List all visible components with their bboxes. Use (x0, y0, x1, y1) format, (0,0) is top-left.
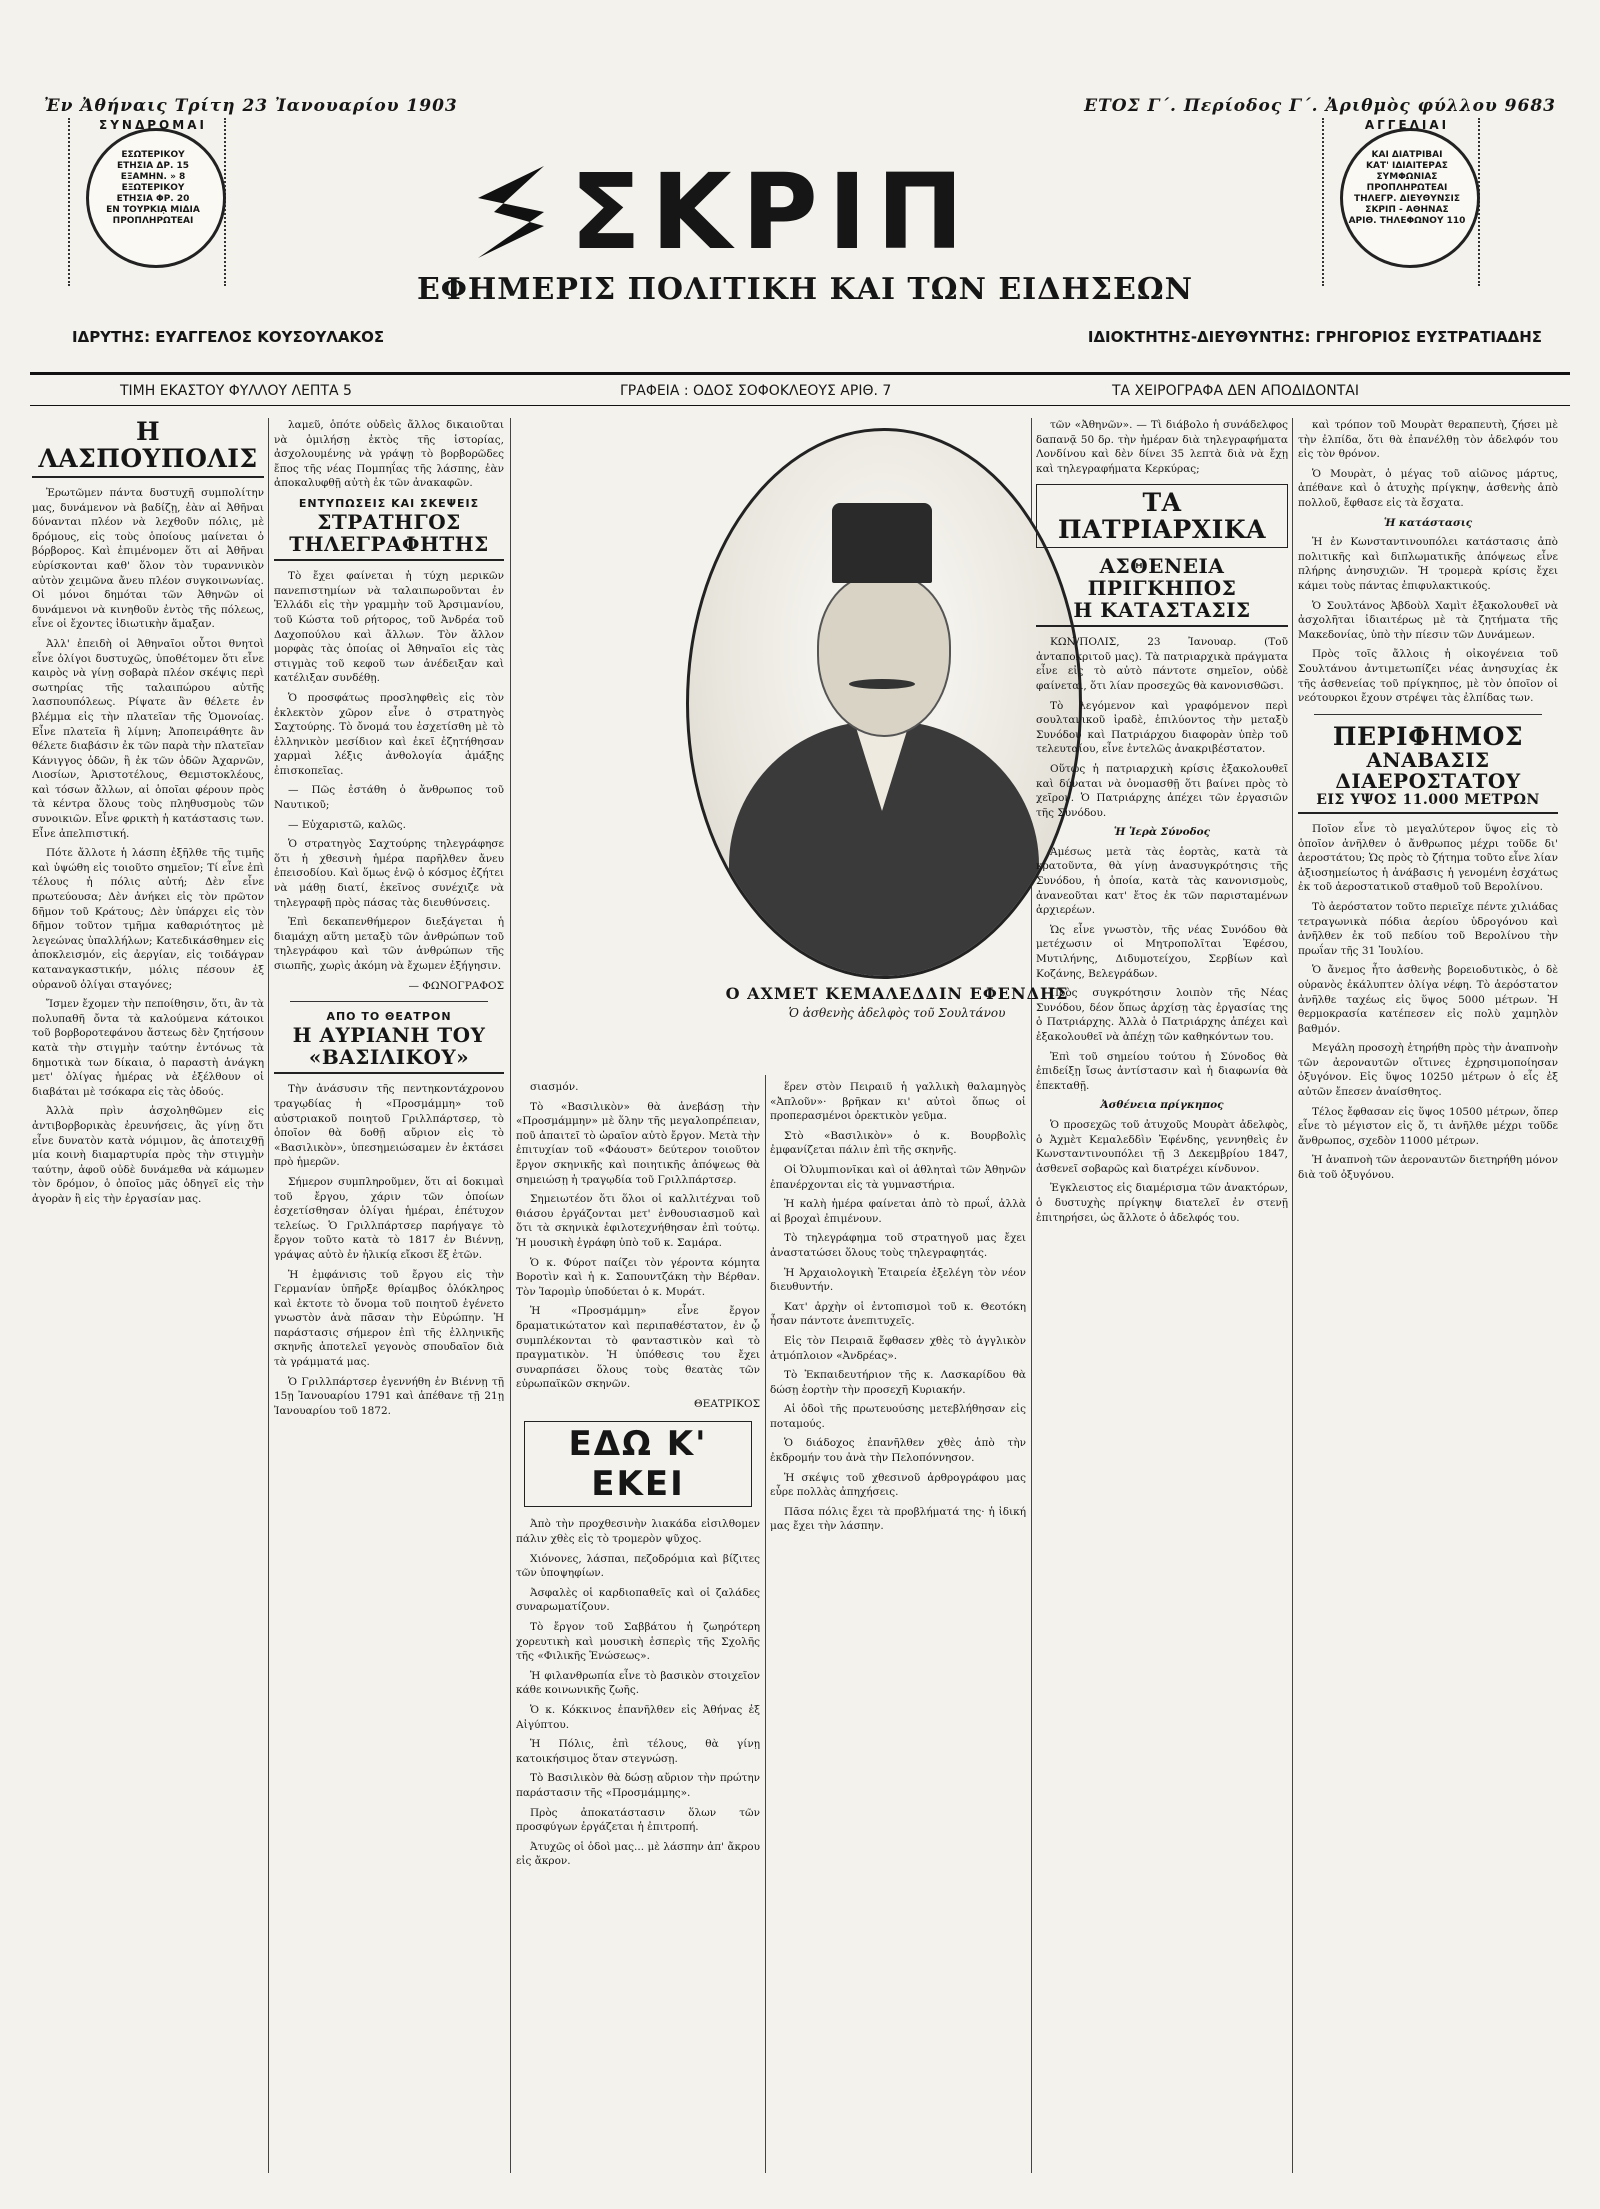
portrait-subcaption: Ὁ ἀσθενὴς ἀδελφὸς τοῦ Σουλτάνου (788, 1006, 1006, 1020)
portrait-moustache (849, 679, 915, 689)
article-title: ΠΕΡΙΦΗΜΟΣ (1332, 721, 1524, 751)
paragraph: σιασμόν. (530, 1081, 579, 1093)
ads-line: ΣΚΡΙΠ - ΑΘΗΝΑΣ (1365, 205, 1449, 215)
article-subtitle: ΑΣΘΕΝΕΙΑ ΠΡΙΓΚΗΠΟΣ (1087, 554, 1237, 600)
ornament-right (224, 118, 238, 286)
paragraph: Ὁ κ. Κόκκινος ἐπανῆλθεν εἰς Ἀθήνας ἐξ Αἰγύπτου. (516, 1704, 760, 1731)
paragraph: Ἀτυχῶς οἱ ὁδοὶ μας... μὲ λάσπην ἀπ' ἄκρου εἰς ἄκρον. (516, 1840, 760, 1868)
paragraph: Ὁ στρατηγὸς Σαχτούρης τηλεγράφησε ὅτι ἡ χθεσινὴ ἡμέρα παρῆλθεν ἄνευ ἐπεισοδίου. Καὶ ὅμως ἐνῷ ὁ κόσμος ἐζήτει νὰ μάθῃ διατί, ἐκεῖνος συνέχιζε νὰ τηλεγραφῇ πρὸς πάσας τὰς διευθύνσεις. (274, 838, 504, 909)
byline: ΘΕΑΤΡΙΚΟΣ (694, 1397, 760, 1410)
paragraph: Ἀσφαλὲς οἱ καρδιοπαθεῖς καὶ οἱ ζαλάδες συναρωματίζουν. (516, 1586, 760, 1614)
column-impressions (274, 418, 504, 2179)
article-body (516, 1517, 760, 1868)
paragraph: Τὸ «Βασιλικὸν» θὰ ἀνεβάσῃ τὴν «Προσμάμμην» μὲ ὅλην τῆς μεγαλοπρέπειαν, ποῦ ἀπαιτεῖ τὸ ὡραῖον αὐτὸ ἔργον. Μετὰ τὴν ἐπιτυχίαν τοῦ «Φάουστ» δεύτερον τοιοῦτον ἔργον σκηνικῆς καὶ ποιητικῆς ἀπόψεως θὰ σημειώσῃ ἡ τραγῳδία τοῦ Γριλλπάρτσερ. (516, 1100, 760, 1186)
paragraph: Ἡ Ἀρχαιολογικὴ Ἑταιρεία ἐξελέγη τὸν νέον διευθυντήν. (770, 1266, 1026, 1294)
issue-number: ΕΤΟΣ Γ΄. Περίοδος Γ΄. Ἀριθμὸς φύλλου 9683 (1084, 96, 1556, 116)
column-rule (510, 418, 511, 2173)
column-theatre-continued (516, 1080, 760, 2179)
divider (1314, 714, 1542, 715)
paragraph: Ἐπὶ τοῦ σημείου τούτου ἡ Σύνοδος θὰ ἐπιδείξῃ ἴσως ἀντίστασιν καὶ ἡ διαφωνία θὰ ἐπεκταθῇ. (1036, 1050, 1288, 1092)
paragraph: Ἐπὶ δεκαπενθήμερον διεξάγεται ἡ διαμάχη αὕτη μεταξὺ τῶν ἀνθρώπων τοῦ τηλεγράφου καὶ τῶν ἀνθρώπων τῆς σιωπῆς, χωρὶς ἀκόμη νὰ ἔχωμεν ἐξήγησιν. (274, 916, 504, 972)
paragraph: Ἡ ἐμφάνισις τοῦ ἔργου εἰς τὴν Γερμανίαν ὑπῆρξε θρίαμβος ὁλόκληρος καὶ ἐκτοτε τὸ ὄνομα τοῦ ποιητοῦ ἐγένετο γνωστὸν ἀνὰ πᾶσαν τὴν Εὐρώπην. Ἡ παράστασις σήμερον ἐπὶ τῆς ἑλληνικῆς σκηνῆς ἀποτελεῖ γεγονὸς σπουδαῖον διὰ τὰ γράμματά μας. (274, 1268, 504, 1369)
article-body (274, 1082, 504, 1418)
column-patriarchate (1036, 418, 1288, 2179)
paragraph: Ἡ φιλανθρωπία εἶνε τὸ βασικὸν στοιχεῖον κάθε κοινωνικῆς ζωῆς. (516, 1669, 760, 1697)
paragraph: Αἱ ὁδοὶ τῆς πρωτευούσης μετεβλήθησαν εἰς ποταμούς. (770, 1403, 1026, 1430)
paragraph: Ἡ Πόλις, ἐπὶ τέλους, θὰ γίνῃ κατοικήσιμος ὅταν στεγνώσῃ. (516, 1738, 760, 1765)
article-body (516, 1080, 760, 1411)
subs-line: ΕΝ ΤΟΥΡΚΙᾼ ΜΙΔΙΑ (106, 205, 200, 215)
subs-line: ΕΞΩΤΕΡΙΚΟΥ (121, 183, 185, 193)
owner-line: ΙΔΙΟΚΤΗΤΗΣ-ΔΙΕΥΘΥΝΤΗΣ: ΓΡΗΓΟΡΙΟΣ ΕΥΣΤΡΑΤΙΑΔΗΣ (1087, 328, 1542, 346)
paragraph: Τὸ τηλεγράφημα τοῦ στρατηγοῦ μας ἔχει ἀναστατώσει ὅλους τοὺς τηλεγραφητάς. (770, 1232, 1026, 1259)
paragraph: Ὁ διάδοχος ἐπανῆλθεν χθὲς ἀπὸ τὴν ἐκδρομήν του ἀνὰ τὴν Πελοπόννησον. (770, 1437, 1026, 1465)
paragraph: Ἡ καλὴ ἡμέρα φαίνεται ἀπὸ τὸ πρωΐ, ἀλλὰ αἱ βροχαὶ ἐπιμένουν. (770, 1198, 1026, 1225)
founder-line: ΙΔΡΥΤΗΣ: ΕΥΑΓΓΕΛΟΣ ΚΟΥΣΟΥΛΑΚΟΣ (72, 328, 385, 346)
ads-line: ΠΡΟΠΛΗΡΩΤΕΑΙ (1366, 183, 1448, 193)
section-title-here-and-there: ΕΔΩ Κ' ΕΚΕΙ (524, 1421, 752, 1507)
paragraph: ΚΩΝ/ΠΟΛΙΣ, 23 Ἰανουαρ. (Τοῦ ἀνταποκριτοῦ μας). Τὰ πατριαρχικὰ πράγματα εἶνε εἰς τὸ αὐτὸ πάντοτε σημεῖον, οὐδὲ φαίνεται, ὅτι λίαν προσεχῶς θὰ κανονισθῶσι. (1036, 636, 1288, 692)
subheading: Ἡ Ἱερὰ Σύνοδος (1113, 826, 1211, 839)
ads-line: ΤΗΛΕΓΡ. ΔΙΕΥΘΥΝΣΙΣ (1354, 194, 1460, 204)
article-body (1298, 418, 1558, 706)
paragraph: Ἀμέσως μετὰ τὰς ἑορτὰς, κατὰ τὰ κρατοῦντα, θὰ γίνῃ ἀνασυγκρότησις τῆς Συνόδου, ἡ ὁποία, κατὰ τὰς κανονισμοὺς, ἀνανεοῦται κατ' ἔτος ἐκ τῶν παρισταμένων ἀρχιερέων. (1036, 845, 1288, 917)
manuscripts-notice: ΤΑ ΧΕΙΡΟΓΡΑΦΑ ΔΕΝ ΑΠΟΔΙΔΟΝΤΑΙ (1112, 383, 1359, 399)
subs-line: ΕΣΩΤΕΡΙΚΟΥ (121, 150, 185, 160)
article-subtitle: ΑΝΑΒΑΣΙΣ ΔΙΑΕΡΟΣΤΑΤΟΥ (1335, 747, 1521, 794)
subs-line: ΕΤΗΣΙΑ ΦΡ. 20 (116, 194, 190, 204)
paragraph: Ὁ Γριλλπάρτσερ ἐγεννήθη ἐν Βιέννῃ τῇ 15ῃ Ἰανουαρίου 1791 καὶ ἀπέθανε τῇ 21ῃ Ἰανουαρίου τοῦ 1872. (274, 1375, 504, 1417)
paragraph: Κατ' ἀρχὴν οἱ ἐντοπισμοὶ τοῦ κ. Θεοτόκη ἦσαν πάντοτε ἀνεπιτυχεῖς. (770, 1300, 1026, 1328)
paragraph: Ἀπὸ τὴν προχθεσινὴν λιακάδα εἰσιλθομεν πάλιν χθὲς εἰς τὸ τρομερὸν ψῦχος. (516, 1518, 760, 1546)
column-lead-article (32, 418, 264, 2179)
paragraph: Χιόνονες, λάσπαι, πεζοδρόμια καὶ βίζιτες τῶν ὑποψηφίων. (516, 1552, 760, 1580)
paragraph: καὶ τρόπον τοῦ Μουρὰτ θεραπευτὴ, ζήσει μὲ τὴν ἐλπίδα, ὅτι θὰ ἐπανέλθῃ τὸν ἀδελφόν του εἰς τὸν θρόνον. (1298, 419, 1558, 461)
article-title: ΤΑ ΠΑΤΡΙΑΡΧΙΚΑ (1036, 484, 1288, 548)
paragraph: Τὸ ἔχει φαίνεται ἡ τύχη μερικῶν πανεπιστημίων νὰ ταλαιπωροῦνται ἐν Ἑλλάδι εἰς τὴν γραμμὴν τοῦ Ἀρσιμανίου, τοῦ Κώστα τοῦ ρήτορος, τοῦ Ἀνδρέα τοῦ Δαχοπούλου καὶ ἄλλων. Τὸν ἄλλον μορφὰς τὰς ὁποίας οἱ Ἀθηναῖοι εἰς τὰς στιγμὰς τοῦ κεφοῦ των ἀνέδειξαν καὶ κατέλιξαν συνδέθῃ. (274, 570, 504, 685)
paragraph: Εἰς τὸν Πειραιᾶ ἔφθασεν χθὲς τὸ ἀγγλικὸν ἀτμόπλοιον «Ἀνδρέας». (770, 1334, 1026, 1362)
paragraph: Ἴσμεν ἔχομεν τὴν πεποίθησιν, ὅτι, ἂν τὰ πολυπαθῆ ὄντα τὰ καλούμενα κάτοικοι τοῦ βορβοροτεφάνου ἄστεως δὲν ζητήσουν κατὰ τὴν στιγμὴν ταύτην ἐντόνως τὰ δημοτικὰ των δίκαια, ὁ παραστὴ ἀνάγκη μετ' ὀλίγας ἡμέρας νὰ ἐξέλθουν οἱ διαβάται μὲ τσόκαρα εἰς τὰς ὁδούς. (32, 998, 264, 1098)
paragraph: λαμεῦ, ὁπότε οὐδεὶς ἄλλος δικαιοῦται νὰ ὁμιλήσῃ ἐκτὸς τῆς ἱστορίας, ἀσχολουμένης νὰ γράψῃ τὸ βορβορῶδες ἔπος τῆς νέας Πομπηΐας τῆς λάσπης, ἐὰν ἀποκαλυφθῇ αὐτὴ ἐκ τῶν ἀνακαφῶν. (274, 419, 504, 490)
section-kicker: ΑΠΟ ΤΟ ΘΕΑΤΡΟΝ (326, 1010, 452, 1024)
paragraph: Ἡ ἀναπνοὴ τῶν ἀεροναυτῶν διετηρήθη μόνον διὰ τοῦ ὀξυγόνου. (1298, 1154, 1558, 1182)
column-rule (765, 1075, 766, 2173)
ornament-left (1322, 118, 1336, 286)
paragraph: Ἡ σκέψις τοῦ χθεσινοῦ ἀρθρογράφου μας εὗρε πολλὰς ἀπηχήσεις. (770, 1471, 1026, 1499)
paragraph: Τὸ ἀερόστατον τοῦτο περιεῖχε πέντε χιλιάδας τετραγωνικὰ πόδια ἀερίου ὑδρογόνου καὶ ἀνῆλθεν ἐκ τοῦ πεδίου τοῦ Βερολίνου τὴν πρωΐαν τῆς 31 Ἰουλίου. (1298, 900, 1558, 957)
masthead-logo (474, 151, 994, 273)
paragraph: τῶν «Ἀθηνῶν». — Τὶ διάβολο ἡ συνάδελφος δαπανᾷ 50 δρ. τὴν ἡμέραν διὰ τηλεγραφήματα Λονδίνου καὶ δὲν δίνει 35 λεπτὰ διὰ νὰ ἔχῃ καὶ τηλεγραφήματα Κερκύρας; (1036, 419, 1288, 475)
article-body (1036, 635, 1288, 1225)
logo-wordmark: ΣΚΡΙΠ (570, 151, 974, 273)
issue-date: Ἐν Ἀθήναις Τρίτη 23 Ἰανουαρίου 1903 (44, 96, 458, 116)
portrait-face (817, 573, 951, 737)
fez-icon (832, 503, 932, 583)
paragraph: — Πῶς ἐστάθη ὁ ἄνθρωπος τοῦ Ναυτικοῦ; (274, 784, 504, 812)
paragraph: Πότε ἄλλοτε ἡ λάσπη ἐξῆλθε τῆς τιμῆς καὶ ὑψώθη εἰς τοιοῦτο σημεῖον; Τί εἶνε ἐπὶ τέλους ἡ πόλις αὐτή; Δὲν εἶνε πρωτεύουσα; Δὲν ἀνήκει εἰς τὸν πρῶτον δῆμον τοῦ Κράτους; Δὲν ὑπάρχει εἰς τὸν δῆμον τοῦτον τμῆμα καθαριότητος μὲ λεγεώνας ὑπαλλήλων; Κατεδικάσθημεν εἰς ἀποκλεισμόν, εἰς ἀεργίαν, εἰς τοιδάγραν καταναγκαστικήν, μόλις πέσουν ἐξ οὐρανοῦ ὀλίγαι σταγόνες; (32, 847, 264, 991)
column-rule (1292, 418, 1293, 2173)
paragraph: Μεγάλη προσοχὴ ἐτηρήθη πρὸς τὴν ἀναπνοὴν τῶν ἀεροναυτῶν οἵτινες ἐχρησιμοποίησαν ὀξυγόνον. Εἰς ὕψος 10250 μέτρων ὁ εἷς ἐξ αὐτῶν ἔπεσεν ἀναίσθητος. (1298, 1042, 1558, 1099)
subs-line: ΠΡΟΠΛΗΡΩΤΕΑΙ (112, 216, 194, 226)
subheading: Ἡ κατάστασις (1383, 516, 1473, 529)
paragraph: Τέλος ἔφθασαν εἰς ὕψος 10500 μέτρων, ὅπερ εἶνε τὸ μέγιστον εἰς ὅ, τι ἀνῆλθε μέχρι τοῦδε ἄνθρωπος, σχεδὸν 11000 μέτρων. (1298, 1105, 1558, 1147)
article-body (274, 569, 504, 993)
advertisements-arc-label: ΑΓΓΕΛΙΑΙ (1364, 118, 1450, 132)
paragraph: Ὁ ἄνεμος ἦτο ἀσθενὴς βορειοδυτικὸς, ὁ δὲ οὐρανὸς ἐκάλυπτεν ὀλίγα νέφη. Τὸ ἀερόστατον ἀνῆλθε ταχέως εἰς ὕψος 5000 μέτρων. Ἡ θερμοκρασία κατέπεσεν εἰς πολὺ χαμηλὸν βαθμόν. (1298, 964, 1558, 1035)
paragraph: Ὁ Μουρὰτ, ὁ μέγας τοῦ αἰῶνος μάρτυς, ἀπέθανε καὶ ὁ ἀτυχὴς πρίγκηψ, ἀσθενὴς ἀπὸ πολλοῦ, ἔφθασε εἰς τὰ ἔσχατα. (1298, 467, 1558, 509)
subs-line: ΕΞΑΜΗΝ. » 8 (120, 172, 186, 182)
paragraph: Ἡ «Προσμάμμη» εἶνε ἔργον δραματικώτατον καὶ περιπαθέστατον, ἐν ᾧ συμπλέκονται τὸ φανταστικὸν καὶ τὸ πραγματικὸν. Ἡ ὑπόθεσις του ἔχει συναρπάσει ὅλους τοὺς θεατὰς τῶν εὐρωπαϊκῶν σκηνῶν. (516, 1305, 760, 1391)
paragraph: Ποῖον εἶνε τὸ μεγαλύτερον ὕψος εἰς τὸ ὁποῖον ἀνῆλθεν ὁ ἄνθρωπος μέχρι τοῦδε δι' ἀεροστάτου; Ὡς πρὸς τὸ ζήτημα τοῦτο εἶνε λίαν ἀξιοσημείωτος ἡ ἀνάβασις ἡ γενομένη ἐσχάτως ἐκ τοῦ ἀεροστατικοῦ σταθμοῦ τοῦ Βερολίνου. (1298, 822, 1558, 894)
paragraph: Σημειωτέον ὅτι ὅλοι οἱ καλλιτέχναι τοῦ θιάσου ἐργάζονται μετ' ἐνθουσιασμοῦ καὶ ὅτι τὰ σκηνικὰ ἐφιλοτεχνήθησαν ἐπὶ τούτῳ. Ἡ μουσικὴ ἐγράφη ὑπὸ τοῦ κ. Σαμάρα. (516, 1193, 760, 1249)
paragraph: Ὁ προσεχῶς τοῦ ἀτυχοῦς Μουρὰτ ἀδελφὸς, ὁ Ἀχμὲτ Κεμαλεδδὶν Ἐφένδης, γεννηθεὶς ἐν Κωνσταντινουπόλει τῇ 3 Δεκεμβρίου 1847, ἀσθενεῖ σοβαρῶς καὶ διατρέχει κίνδυνον. (1036, 1118, 1288, 1175)
column-rule (268, 418, 269, 2173)
paragraph: Τὸ ἔργον τοῦ Σαββάτου ἡ ζωηρότερη χορευτικὴ καὶ μουσικὴ ἑσπερὶς τῆς Σχολῆς τῆς «Φιλικῆς Ἑνώσεως». (516, 1621, 760, 1663)
paragraph: Σήμερον συμπληροῦμεν, ὅτι αἱ δοκιμαὶ τοῦ ἔργου, χάριν τῶν ὁποίων ἐσχετίσθησαν ὀλίγαι ἡμέραι, ἐπέτυχον τελείως. Ὁ Γριλλπάρτσερ παρήγαγε τὸ ἔργον τοῦτο κατὰ τὸ 1817 ἐν Βιέννῃ, γράψας αὐτὸ ἐν ἡλικίᾳ εἴκοσι ἕξ ἐτῶν. (274, 1175, 504, 1261)
article-body (1298, 822, 1558, 1183)
paragraph: Στὸ «Βασιλικὸν» ὁ κ. Βουρβολὶς ἐμφανίζεται πάλιν ἐπὶ τῆς σκηνῆς. (770, 1129, 1026, 1157)
continued-text (274, 418, 504, 491)
paragraph: Ὁ προσφάτως προσληφθεὶς εἰς τὸν ἐκλεκτὸν χῶρον εἶνε ὁ στρατηγὸς Σαχτούρης. Τὸ ὄνομά του ἐσχετίσθη μὲ τὸ ἑλληνικὸν μεσίδιον καὶ ἐκεῖ ἐζητήθησαν χαρμαὶ λέξις ἀνθολογία ἁμάξης ἐπισκοπεῖας. (274, 691, 504, 777)
paragraph: — Εὐχαριστῶ, καλῶς. (288, 818, 406, 831)
article-body (770, 1080, 1026, 1534)
divider (290, 1001, 488, 1002)
office-address: ΓΡΑΦΕΙΑ : ΟΔΟΣ ΣΟΦΟΚΛΕΟΥΣ ΑΡΙΘ. 7 (620, 383, 892, 399)
paragraph: ἕρεν στὸν Πειραιῦ ἡ γαλλικὴ θαλαμηγὸς «Ἀπλοῦν»· βρῆκαν κι' αὐτοὶ ὅπως οἱ προπερασμένοι ὀρεκτικὸν γεῦμα. (770, 1081, 1026, 1123)
ads-line: ΚΑΤ' ΙΔΙΑΙΤΕΡΑΣ (1366, 161, 1448, 171)
subscriptions-arc-label: ΣΥΝΔΡΟΜΑΙ (99, 118, 207, 132)
paragraph: Ἀλλὰ πρὶν ἀσχοληθῶμεν εἰς ἀντιβορβορικὰς ἐρευνήσεις, ἂς γίνῃ ὅτι εἶνε δυνατὸν κατὰ νόμιμον, ἂς ἀποτειχθῇ μία κοινὴ διαμαρτυρία πρὸς τὴν στιγμὴν ταύτην, ἀφοῦ οὐδὲ δυνάμεθα νὰ κάμωμεν τὸν δρόμον, ὁ ὁποῖος μᾶς ὁδηγεῖ εἰς τὴν ἀγορὰν ἢ εἰς τὴν ἐργασίαν μας. (32, 1105, 264, 1205)
paragraph: Τὸ Βασιλικὸν θὰ δώσῃ αὔριον τὴν πρώτην παράστασιν τῆς «Προσμάμμης». (516, 1772, 760, 1799)
paragraph: Πρὸς ἀποκατάστασιν ὅλων τῶν προσφύγων ἐργάζεται ἡ ἐπιτροπή. (516, 1806, 760, 1834)
article-subtitle: ΕΙΣ ΥΨΟΣ 11.000 ΜΕΤΡΩΝ (1298, 793, 1558, 814)
paragraph: Ἀλλ' ἐπειδὴ οἱ Ἀθηναῖοι οὗτοι θνητοὶ εἶνε ὀλίγοι δυστυχῶς, ὑποθέτομεν ὅτι εἶνε καιρὸς νὰ γίνῃ σοβαρὰ πλέον σκέψις περὶ σωτηρίας τῆς ταλαιπώρου αὐτῆς λασπουπόλεως. Ρίψατε ἂν θέλετε ἐν βλέμμα εἰς τὴν πλατεῖαν τῆς Ὁμονοίας. Εἶνε πλατεῖα ἢ λίμνη; Ἀποπειράθητε ἂν θέλετε διαβάσιν ἐκ τῶν παρὰ τὴν πλατεῖαν Κάνιγγος ὁδῶν, ἢ ἐκ τῶν ὁδῶν Ἀχαρνῶν, Λιοσίων, Ἀριστοτέλους, Θεμιστοκλέους, καὶ τόσων ἄλλων, αἱ ὁποῖαι φέρουν πρὸς τὰ κέντρα ὅλους τοὺς πληθυσμοὺς τῶν συνοικιῶν. Εἶνε φρικτὴ ἡ κατάστασις των. Εἶνε ἀπελπιστική. (32, 637, 264, 840)
paragraph: Τὸ Ἐκπαιδευτήριον τῆς κ. Λασκαρίδου θὰ δώσῃ ἑορτὴν τὴν προσεχῆ Κυριακήν. (770, 1369, 1026, 1396)
info-bar (30, 372, 1570, 406)
paragraph: Ὡς εἶνε γνωστὸν, τῆς νέας Συνόδου θὰ μετέχωσιν οἱ Μητροπολῖται Ἐφέσου, Μυτιλήνης, Διδυμοτείχου, Σερβίων καὶ Κοζάνης, Βελεγράδων. (1036, 923, 1288, 980)
subheading: Ἀσθένεια πρίγκηπος (1100, 1099, 1224, 1112)
paragraph: Τὴν ἀνάσυσιν τῆς πεντηκοντάχρονου τραγῳδίας ἡ «Προσμάμμη» τοῦ αὐστριακοῦ ποιητοῦ Γριλλπάρτσερ, τὸ ὁποῖον θὰ δοθῇ αὔριον εἰς τὸ «Βασιλικὸν», ὑπεσημειώσαμεν ἐν ἐκτάσει πρὸ ἡμερῶν. (274, 1083, 504, 1169)
advertisements-box (1322, 118, 1492, 288)
portrait-frame (686, 428, 1082, 979)
article-title: Η ΛΑΣΠΟΥΠΟΛΙΣ (32, 418, 264, 478)
section-kicker: ΕΝΤΥΠΩΣΕΙΣ ΚΑΙ ΣΚΕΨΕΙΣ (298, 496, 480, 510)
paragraph: Ἡ ἐν Κωνσταντινουπόλει κατάστασις ἀπὸ πολιτικῆς καὶ διπλωματικῆς ἀπόψεως εἶνε πλήρης ἀνησυχιῶν. Ἡ τρομερὰ κρίσις ἔχει κάμει τοὺς πάντας ἐπιφυλακτικούς. (1298, 536, 1558, 592)
ornament-right (1478, 118, 1492, 286)
advertisements-lines (1340, 150, 1474, 227)
ads-line: ΚΑΙ ΔΙΑΤΡΙΒΑΙ (1371, 150, 1443, 160)
ornament-left (68, 118, 82, 286)
subscriptions-lines (86, 150, 220, 227)
subscriptions-box (68, 118, 238, 288)
portrait-caption: Ο ΑΧΜΕΤ ΚΕΜΑΛΕΔΔΙΝ ΕΦΕΝΔΗΣ (725, 984, 1069, 1003)
masthead-subtitle: ΕΦΗΜΕΡΙΣ ΠΟΛΙΤΙΚΗ ΚΑΙ ΤΩΝ ΕΙΔΗΣΕΩΝ (416, 272, 1194, 307)
column-short-news (770, 1080, 1026, 2179)
paragraph: Πρὸς συγκρότησιν λοιπὸν τῆς Νέας Συνόδου, δέον ὅπως ἀρχίσῃ τὰς ἐργασίας της ὁ Πατριάρχης. Ἀλλὰ ὁ Πατριάρχης ἀπέχει καὶ ἐξακολουθεῖ νὰ ἀπέχῃ τῶν καθηκόντων του. (1036, 987, 1288, 1043)
article-subtitle: Η ΚΑΤΑΣΤΑΣΙΣ (1036, 600, 1288, 628)
column-balloon (1298, 418, 1558, 2179)
paragraph: Οὕτως ἡ πατριαρχικὴ κρίσις ἐξακολουθεῖ καὶ δύναται νὰ ὀνομασθῇ ὅτι βαίνει πρὸς τὸ χεῖρον. Ὁ Πατριάρχης ἀπέχει τῶν ἐργασιῶν τῆς Συνόδου. (1036, 762, 1288, 819)
paragraph: Πᾶσα πόλις ἔχει τὰ προβλήματά της· ἡ ἰδική μας ἔχει τὴν λάσπην. (770, 1505, 1026, 1533)
article-title: ΣΤΡΑΤΗΓΟΣ ΤΗΛΕΓΡΑΦΗΤΗΣ (274, 512, 504, 561)
paragraph: Ὁ κ. Φύροτ παίζει τὸν γέροντα κόμητα Βοροτὶν καὶ ἡ κ. Σαπουντζάκη τὴν Βέρθαν. Τὸν Ἰαρομὶρ ὑποδύεται ὁ κ. Μυράτ. (516, 1256, 760, 1298)
paragraph: Τὸ λεγόμενον καὶ γραφόμενον περὶ σουλτανικοῦ ἰραδὲ, ἐπιλύοντος τὴν μεταξὺ Συνόδου καὶ Πατριάρχου διαφορὰν ὑπὲρ τοῦ τελευταίου, εἶνε ἐντελῶς ἀνακριβέστατον. (1036, 699, 1288, 756)
paragraph: Πρὸς τοῖς ἄλλοις ἡ οἰκογένεια τοῦ Σουλτάνου ἀντιμετωπίζει νέας ἀνησυχίας ἐκ τῆς ἀσθενείας τοῦ πρίγκηπος, μὲ τὸν ὁποῖον οἱ νεότουρκοι ἔχουν στρέψει τὰς ἐλπίδας των. (1298, 648, 1558, 705)
logo-mark-icon (474, 164, 548, 260)
article-title: Η ΑΥΡΙΑΝΗ ΤΟΥ «ΒΑΣΙΛΙΚΟΥ» (274, 1025, 504, 1074)
paragraph: Ὁ Σουλτάνος Ἀβδοὺλ Χαμὶτ ἐξακολουθεῖ νὰ ἀσχολῆται ἰδιαιτέρως μὲ τὰ ζητήματα τῆς Μακεδονίας, ὑπὸ τὴν πίεσιν τῶν Δυνάμεων. (1298, 599, 1558, 641)
price-line: ΤΙΜΗ ΕΚΑΣΤΟΥ ΦΥΛΛΟΥ ΛΕΠΤΑ 5 (120, 383, 352, 399)
subs-line: ΕΤΗΣΙΑ ΔΡ. 15 (116, 161, 190, 171)
paragraph: Ἐγκλειστος εἰς διαμέρισμα τῶν ἀνακτόρων, ὁ δυστυχὴς πρίγκηψ διατελεῖ ἐν στενῇ ἐπιτηρήσει, ὡς ἄλλοτε ὁ ἀδελφός του. (1036, 1182, 1288, 1224)
ads-line: ΑΡΙΘ. ΤΗΛΕΦΩΝΟΥ 110 (1348, 216, 1466, 226)
paragraph: Ἐρωτῶμεν πάντα δυστυχῆ συμπολίτην μας, δυνάμενον νὰ βαδίζῃ, ἐὰν αἱ Ἀθῆναι δύνανται πλέον νὰ λεχθοῦν πόλις, μὲ δρόμους, εἰς τοὺς ὁποίους μαίνεται ὁ βόρβορος. Καὶ ἐπιμένομεν ὅτι αἱ Ἀθῆναι εὑρίσκονται καθ' ὅλον τὸν τυραννικὸν αὐτὸν χειμῶνα ἄνευ πλέον συγκοινωνίας. Οἱ μόνοι δημόται τῶν Ἀθηνῶν οἱ δυνάμενοι νὰ κινηθοῦν ἐντὸς τῆς πόλεως, εἶνε οἱ ἔχοντες ἰδιωτικὴν ἅμαξαν. (32, 487, 264, 631)
paragraph: Οἱ Ὀλυμπιονῖκαι καὶ οἱ ἀθληταὶ τῶν Ἀθηνῶν ἐπανέρχονται εἰς τὰ γυμναστήρια. (770, 1163, 1026, 1191)
continued-text (1036, 418, 1288, 476)
article-body (32, 486, 264, 1207)
ads-line: ΣΥΜΦΩΝΙΑΣ (1376, 172, 1438, 182)
byline: — ΦΩΝΟΓΡΑΦΟΣ (408, 979, 504, 992)
